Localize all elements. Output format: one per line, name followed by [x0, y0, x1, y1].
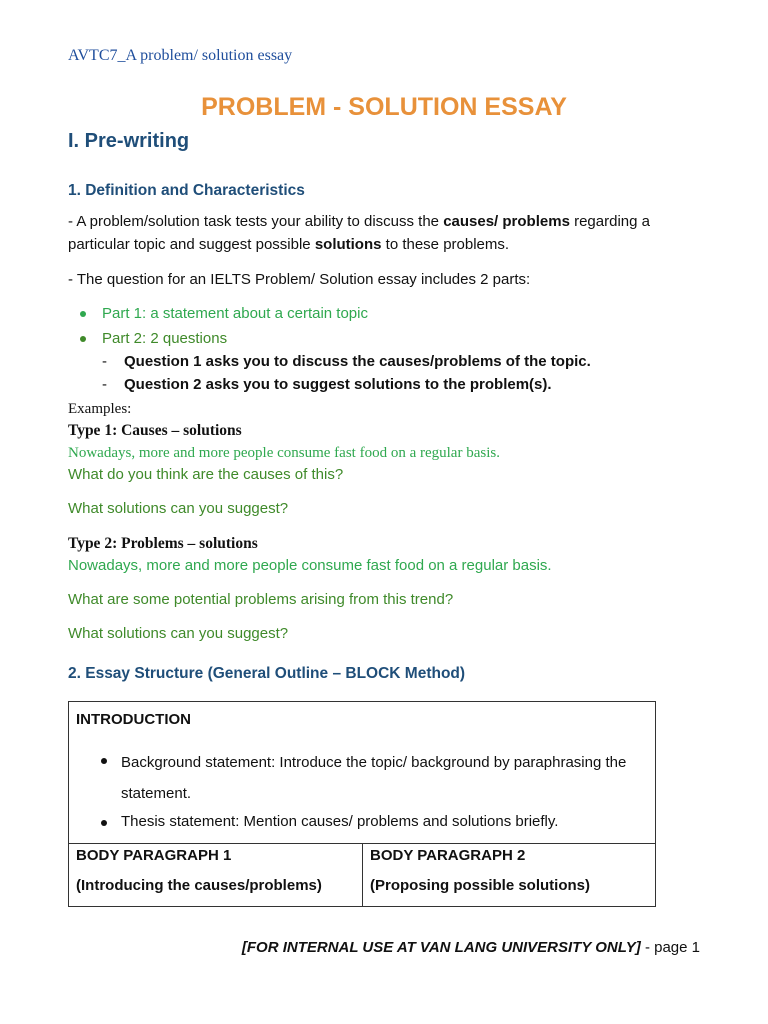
type2-question2: What solutions can you suggest? [68, 625, 289, 642]
type2-question1: What are some potential problems arising from this trend? [68, 591, 454, 608]
intro-bullet-background: Background statement: Introduce the topic/ background by paraphrasing the statement. [121, 754, 627, 802]
bullet-item-part2: Part 2: 2 questions [102, 330, 228, 347]
section-heading-prewriting: I. Pre-writing [68, 130, 190, 152]
body-paragraph-2-cell [363, 844, 656, 907]
definition-text-solutions: solutions [314, 236, 382, 253]
type2-statement: Nowadays, more and more people consume fast food on a regular basis. [68, 557, 552, 574]
question-parts-paragraph: - The question for an IELTS Problem/ Solution essay includes 2 parts: [68, 271, 531, 288]
subsection-heading-structure: 2. Essay Structure (General Outline – BLOCK Method) [68, 665, 466, 682]
footer-notice: [FOR INTERNAL USE AT VAN LANG UNIVERSITY ONLY] [241, 939, 641, 956]
document-header: AVTC7_A problem/ solution essay [68, 47, 293, 64]
dash-item-question1: Question 1 asks you to discuss the causes/problems of the topic. [124, 353, 591, 370]
definition-text-causes: causes/ problems [443, 213, 570, 230]
type1-statement: Nowadays, more and more people consume fast food on a regular basis. [68, 445, 500, 461]
definition-text-a: - A problem/solution task tests your ability to discuss the [68, 213, 444, 230]
definition-paragraph [68, 210, 708, 256]
subsection-heading-definition: 1. Definition and Characteristics [68, 182, 305, 199]
essay-structure-table [68, 701, 656, 907]
body2-subtitle: (Proposing possible solutions) [370, 877, 591, 894]
type1-title: Type 1: Causes – solutions [68, 422, 242, 439]
type1-question2: What solutions can you suggest? [68, 500, 289, 517]
type2-title: Type 2: Problems – solutions [68, 535, 258, 552]
footer-page-number: - page 1 [640, 939, 700, 956]
definition-text-c: regarding a particular topic and suggest possible [68, 213, 650, 253]
page-footer [242, 939, 700, 956]
definition-text-e: to these problems. [381, 236, 510, 253]
dash-marker: - [102, 353, 107, 370]
introduction-title: INTRODUCTION [76, 711, 191, 728]
dash-item-question2: Question 2 asks you to suggest solutions to the problem(s). [124, 376, 552, 393]
page-title: PROBLEM - SOLUTION ESSAY [201, 93, 567, 121]
dash-marker: - [102, 376, 107, 393]
bullet-item-part1: Part 1: a statement about a certain topic [102, 305, 368, 322]
bullet-dot [101, 758, 107, 764]
intro-bullet-thesis: Thesis statement: Mention causes/ problems and solutions briefly. [121, 813, 559, 830]
examples-label: Examples: [68, 401, 132, 417]
body2-title: BODY PARAGRAPH 2 [370, 847, 526, 864]
introduction-cell [69, 702, 656, 844]
body1-subtitle: (Introducing the causes/problems) [76, 877, 322, 894]
bullet-dot [80, 311, 86, 317]
body-paragraph-1-cell [69, 844, 363, 907]
body1-title: BODY PARAGRAPH 1 [76, 847, 232, 864]
type1-question1: What do you think are the causes of this? [68, 466, 344, 483]
bullet-dot [101, 820, 107, 826]
bullet-dot [80, 336, 86, 342]
